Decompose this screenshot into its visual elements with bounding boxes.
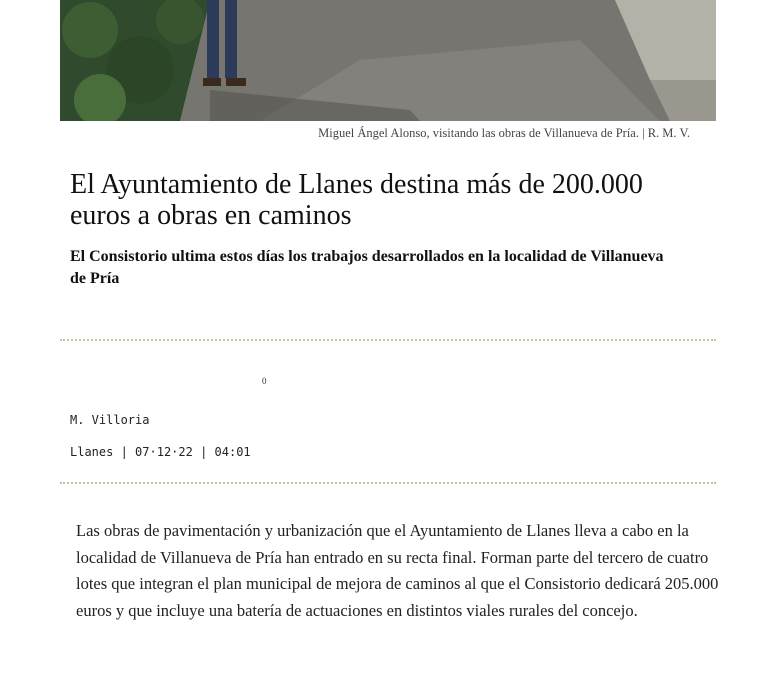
comment-count[interactable]: 0 [262,376,267,386]
photo-caption: Miguel Ángel Alonso, visitando las obras de Villanueva de Pría. | R. M. V. [318,126,690,140]
photo-image [60,0,716,121]
dateline-separator: | [192,445,215,459]
article-headline: El Ayuntamiento de Llanes destina más de 200.000 euros a obras en caminos [70,169,643,231]
dateline-location: Llanes [70,445,114,459]
dateline-date: 07·12·22 [135,445,193,459]
divider-bottom [60,482,716,484]
author-name[interactable]: M. Villoria [70,413,150,427]
dateline-separator: | [113,445,136,459]
article-subtitle: El Consistorio ultima estos días los trabajos desarrollados en la localidad de Villanueva de Pría [70,248,664,287]
dateline [70,445,251,459]
article-body: Las obras de pavimentación y urbanización que el Ayuntamiento de Llanes lleva a cabo en la localidad de Villanueva de Pría han entrado en su recta final. Forman parte del tercero de cuatro lotes que integran el plan municipal de mejora de caminos al que el Consistorio dedicará 205.000 euros y que incluye una batería de actuaciones en distintos viales rurales del concejo. [76,521,719,621]
divider-top [60,339,716,341]
dateline-time: 04:01 [214,445,251,459]
article-photo[interactable] [60,0,716,121]
